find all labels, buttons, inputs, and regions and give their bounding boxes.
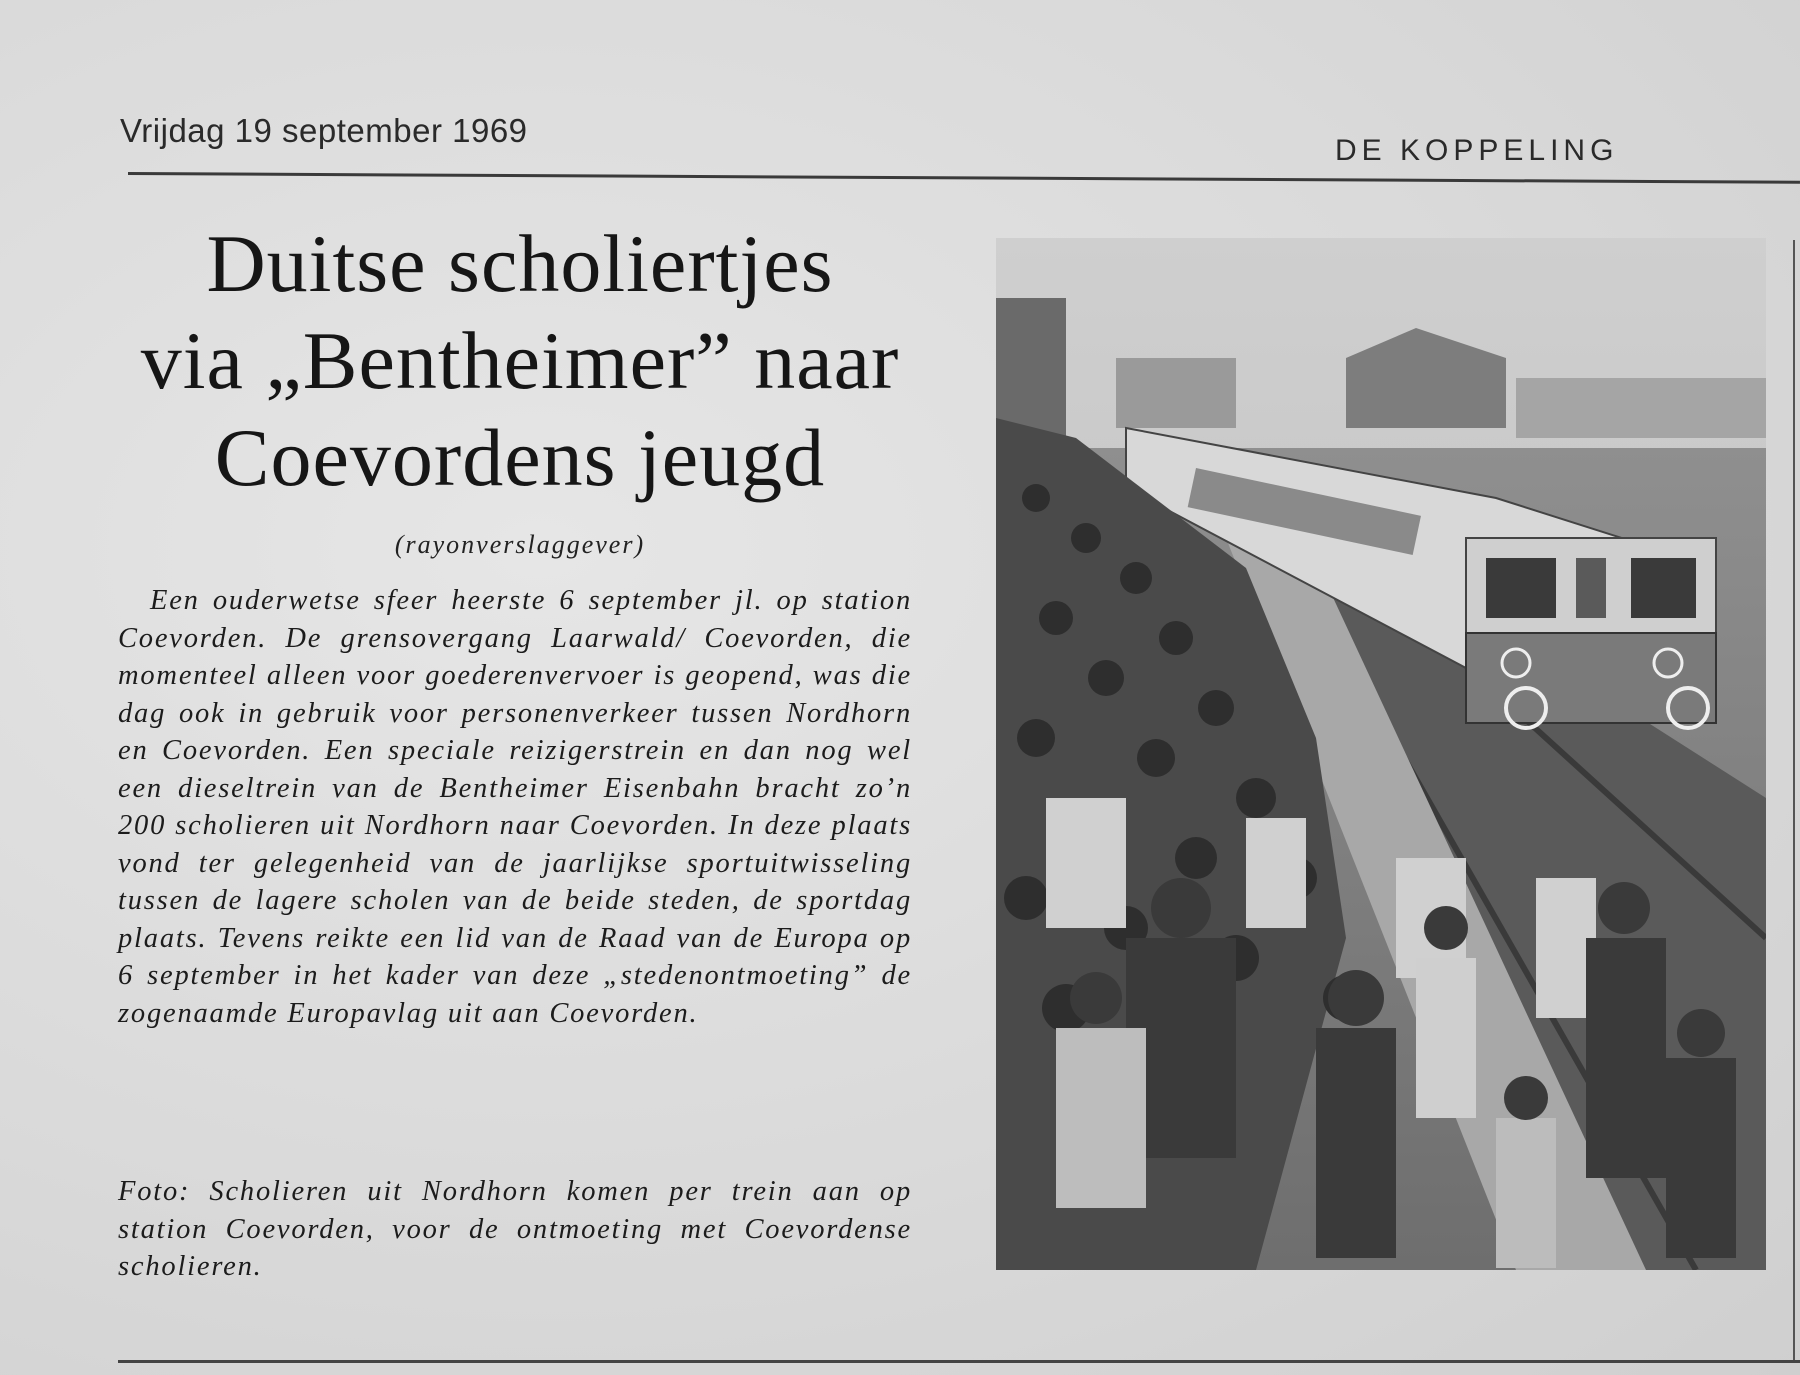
article-byline: (rayonverslaggever) <box>394 530 646 559</box>
footer-rule <box>118 1360 1800 1363</box>
issue-date: Vrijdag 19 september 1969 <box>120 112 528 149</box>
headline-line-2: via „Bentheimer” naar <box>140 315 900 406</box>
photo-caption: Foto: Scholieren uit Nordhorn komen per trein aan op station Coevorden, voor de ontmoeting met Coevordense scholieren. <box>118 1176 912 1282</box>
newspaper-name: DE KOPPELING <box>1335 134 1619 167</box>
column-rule <box>1793 240 1795 1360</box>
headline-line-3: Coevordens jeugd <box>214 412 826 503</box>
article-headline <box>110 215 930 506</box>
article-body: Een ouderwetse sfeer heerste 6 september jl. op station Coevorden. De grensovergang Laarwald/ Coevorden, die momenteel alleen voor goederenvervoer is geopend, was die dag ook in gebruik voor personenverkeer tussen Nordhorn en Coevorden. Een speciale reizigerstrein en dan nog wel een dieseltrein van de Bentheimer Eisenbahn bracht zo’n 200 scholieren uit Nordhorn naar Coevorden. In deze plaats vond ter gelegenheid van de jaarlijkse sportuitwisseling tussen de lagere scholen van de beide steden, de sportdag plaats. Tevens reikte een lid van de Raad van de Europa op 6 september in het kader van deze „stedenontmoeting” de zogenaamde Europavlag uit aan Coevorden. <box>118 585 912 1029</box>
headline-line-1: Duitse scholiertjes <box>206 218 834 309</box>
photo-illustration <box>996 238 1766 1270</box>
news-photo-train-station <box>996 238 1766 1270</box>
header-rule <box>128 172 1800 184</box>
